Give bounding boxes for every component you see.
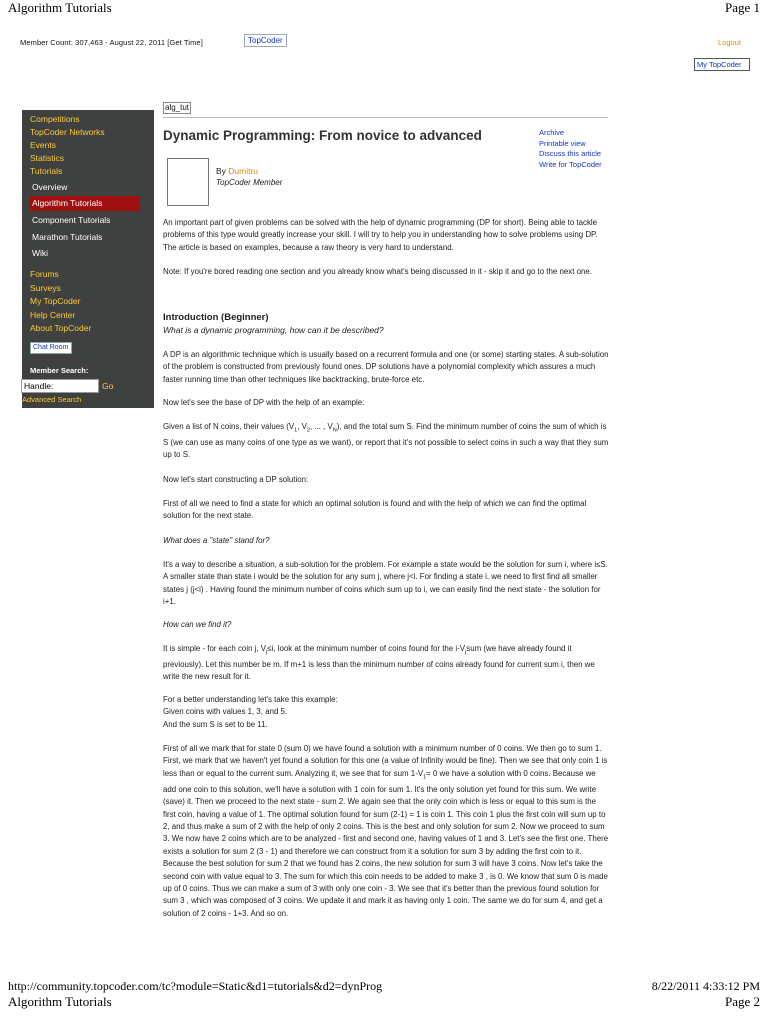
logout-link[interactable]: Logout bbox=[718, 38, 741, 47]
print-header-page: Page 1 bbox=[724, 0, 760, 15]
topcoder-home-link[interactable]: TopCoder bbox=[244, 34, 287, 47]
example-line: For a better understanding let's take this example: bbox=[163, 695, 338, 704]
print-header-title-page2: Algorithm Tutorials bbox=[8, 994, 112, 1009]
author-photo bbox=[167, 158, 209, 206]
paragraph-dp-definition: A DP is an algorithmic technique which is usually based on a recurrent formula and one (or some) starting states. A sub-solution of the problem is constructed from previously found ones. DP solutions have a polynomial complexity which assures a much faster running time than other techniques like backtracking, brute-force etc. bbox=[163, 350, 609, 384]
my-topcoder-link[interactable]: My TopCoder bbox=[694, 58, 750, 71]
byline-prefix: By bbox=[216, 166, 229, 176]
advanced-search-link[interactable]: Advanced Search bbox=[22, 395, 82, 404]
author-link[interactable]: Dumitru bbox=[228, 166, 259, 176]
paragraph-start-constructing: Now let's start constructing a DP solution: bbox=[163, 475, 309, 484]
discuss-article-link[interactable]: Discuss this article bbox=[539, 149, 602, 158]
example-line: And the sum S is set to be 11. bbox=[163, 719, 268, 729]
sidebar-item-statistics[interactable]: Statistics bbox=[30, 153, 65, 163]
print-footer-datetime: 8/22/2011 4:33:12 PM bbox=[651, 979, 760, 993]
text-span: Given a list of N coins, their values (V bbox=[163, 422, 295, 431]
print-footer-url: http://community.topcoder.com/tc?module=Static&d1=tutorials&d2=dynProg bbox=[8, 979, 383, 993]
question-state: What does a "state" stand for? bbox=[163, 536, 270, 545]
member-count: Member Count: 307,463 - August 22, 2011 [Get Time] bbox=[20, 38, 203, 47]
text-span: , V bbox=[297, 422, 307, 431]
paragraph-find-state: First of all we need to find a state for which an optimal solution is found and with the help of which we can find the optimal solution for the next state. bbox=[163, 499, 587, 521]
byline bbox=[216, 166, 258, 176]
text-span: First of all we mark that for state 0 (sum 0) we have found a solution with a minimum number of 0 coins. We then go to sum 1. First, we mark that we haven't yet found a solution for this one (a value of Infinity would be fine). Then we see that only coin 1 is less than or equal to the current sum. Analyzing it, we see that for sum 1-V bbox=[163, 744, 608, 778]
paragraph-problem-statement bbox=[163, 421, 610, 462]
sidebar-item-my-topcoder[interactable]: My TopCoder bbox=[30, 296, 81, 306]
sidebar-item-forums[interactable]: Forums bbox=[30, 269, 59, 279]
subscript: j bbox=[266, 649, 268, 656]
print-header-page2: Page 2 bbox=[724, 994, 760, 1009]
text-span: = 0 we have a solution with 0 coins. Because we add one coin to this solution, we'll have a solution with 1 coin for sum 1. It's the only solution yet found for this sum. We write (save) it. Then we proceed to the next state - sum 2. We again see that the only coin which is less or equal to this sum is the first coin, having a value of 1. The optimal solution found for sum (2-1) = 1 is coin 1. This coin 1 plus the first coin will sum up to 2, and thus make a sum of 2 with the help of only 2 coins. This is the best and only solution for sum 2. Now we proceed to sum 3. We now have 2 coins which are to be analyzed - first and second one, having values of 1 and 3. Let's see the first one. There exists a solution for sum 2 (3 - 1) and therefore we can construct from it a solution for sum 3 by adding the first coin to it. Because the best solution for sum 2 that we found has 2 coins, the new solution for sum 3 will have 3 coins. Now let's take the second coin with value equal to 3. The sum for which this coin needs to be added to make 3 , is 0. We know that sum 0 is made up of 0 coins. Thus we can make a sum of 3 with only one coin - 3. We see that it's better than the previous found solution for sum 3 , which was composed of 3 coins. We update it and mark it as having only 1 coin. The same we do for sum 4, and get a solution of 2 coins - 1+3. And so on. bbox=[163, 768, 609, 918]
sidebar-item-competitions[interactable]: Competitions bbox=[30, 114, 80, 124]
paragraph-example bbox=[163, 694, 610, 731]
subscript: 1 bbox=[423, 774, 427, 781]
text-span: , ... , V bbox=[309, 422, 333, 431]
go-button[interactable]: Go bbox=[102, 381, 114, 391]
sidebar-subitem-overview[interactable]: Overview bbox=[32, 182, 68, 192]
sidebar-subitem-wiki[interactable]: Wiki bbox=[32, 248, 49, 258]
paragraph-note: Note: If you're bored reading one section and you already know what's being discussed in it - skip it and go to the next one. bbox=[163, 267, 592, 276]
sidebar-subitem-algorithm-tutorials[interactable]: Algorithm Tutorials bbox=[30, 196, 140, 211]
paragraph-state-explanation: It's a way to describe a situation, a sub-solution for the problem. For example a state would be the solution for sum i, where i≤S. A smaller state than state i would be the solution for any sum j, where j<i. For finding a state i, we need to first find all smaller states j (j<i) . Having found the minimum number of coins which sum up to i, we can easily find the next state - the solution for i+1. bbox=[163, 560, 608, 607]
category-tag: alg_tut bbox=[165, 103, 190, 112]
paragraph-intro: An important part of given problems can be solved with the help of dynamic programming (DP for short). Being able to tackle problems of this type would greatly increase your skill. I will try to help you in understanding how to solve problems using DP. The article is based on examples, because a raw theory is very hard to understand. bbox=[163, 218, 598, 252]
print-header-title: Algorithm Tutorials bbox=[8, 0, 112, 15]
sidebar-item-surveys[interactable]: Surveys bbox=[30, 283, 61, 293]
section-subheading: What is a dynamic programming, how can it be described? bbox=[163, 325, 384, 335]
chat-room-link[interactable]: Chat Room bbox=[30, 342, 72, 354]
archive-link[interactable]: Archive bbox=[539, 128, 565, 137]
write-for-topcoder-link[interactable]: Write for TopCoder bbox=[539, 159, 602, 169]
question-find: How can we find it? bbox=[163, 620, 232, 629]
article-side-links bbox=[539, 128, 619, 170]
sidebar-item-about-topcoder[interactable]: About TopCoder bbox=[30, 323, 92, 333]
sidebar-subitem-marathon-tutorials[interactable]: Marathon Tutorials bbox=[32, 232, 103, 242]
paragraph-algorithm bbox=[163, 643, 610, 684]
paragraph-dp-base: Now let's see the base of DP with the help of an example: bbox=[163, 398, 365, 407]
example-line: Given coins with values 1, 3, and 5. bbox=[163, 707, 288, 717]
author-role: TopCoder Member bbox=[216, 178, 283, 187]
sidebar-item-events[interactable]: Events bbox=[30, 140, 56, 150]
subscript: 1 bbox=[294, 427, 298, 434]
printable-view-link[interactable]: Printable view bbox=[539, 138, 586, 148]
text-span: sum (we have already found it previously). Let this number be m. If m+1 is less than the minimum number of coins already found for current sum i, then we write the new result for it. bbox=[163, 644, 595, 682]
handle-search-input[interactable]: Handle: bbox=[21, 379, 99, 393]
text-span: ≤i, look at the minimum number of coins found for the i-V bbox=[267, 644, 466, 653]
section-heading-introduction: Introduction (Beginner) bbox=[163, 312, 269, 323]
article-title: Dynamic Programming: From novice to advanced bbox=[163, 128, 482, 143]
sidebar-item-help-center[interactable]: Help Center bbox=[30, 310, 76, 320]
title-divider bbox=[163, 117, 608, 118]
sidebar-item-tutorials[interactable]: Tutorials bbox=[30, 166, 63, 176]
sidebar-subitem-component-tutorials[interactable]: Component Tutorials bbox=[32, 215, 111, 225]
sidebar-item-topcoder-networks[interactable]: TopCoder Networks bbox=[30, 127, 105, 137]
subscript: N bbox=[332, 427, 337, 434]
text-span: It is simple - for each coin j, V bbox=[163, 644, 267, 653]
member-search-label: Member Search: bbox=[30, 366, 89, 375]
sidebar-nav bbox=[22, 110, 154, 408]
paragraph-walkthrough bbox=[163, 743, 610, 920]
subscript: 2 bbox=[306, 427, 310, 434]
text-span: ), and the total sum S. Find the minimum number of coins the sum of which is S (we can use as many coins of one type as we want), or report that it's not possible to select coins in such a way that they sum up to S. bbox=[163, 422, 609, 460]
subscript: j bbox=[465, 649, 467, 656]
